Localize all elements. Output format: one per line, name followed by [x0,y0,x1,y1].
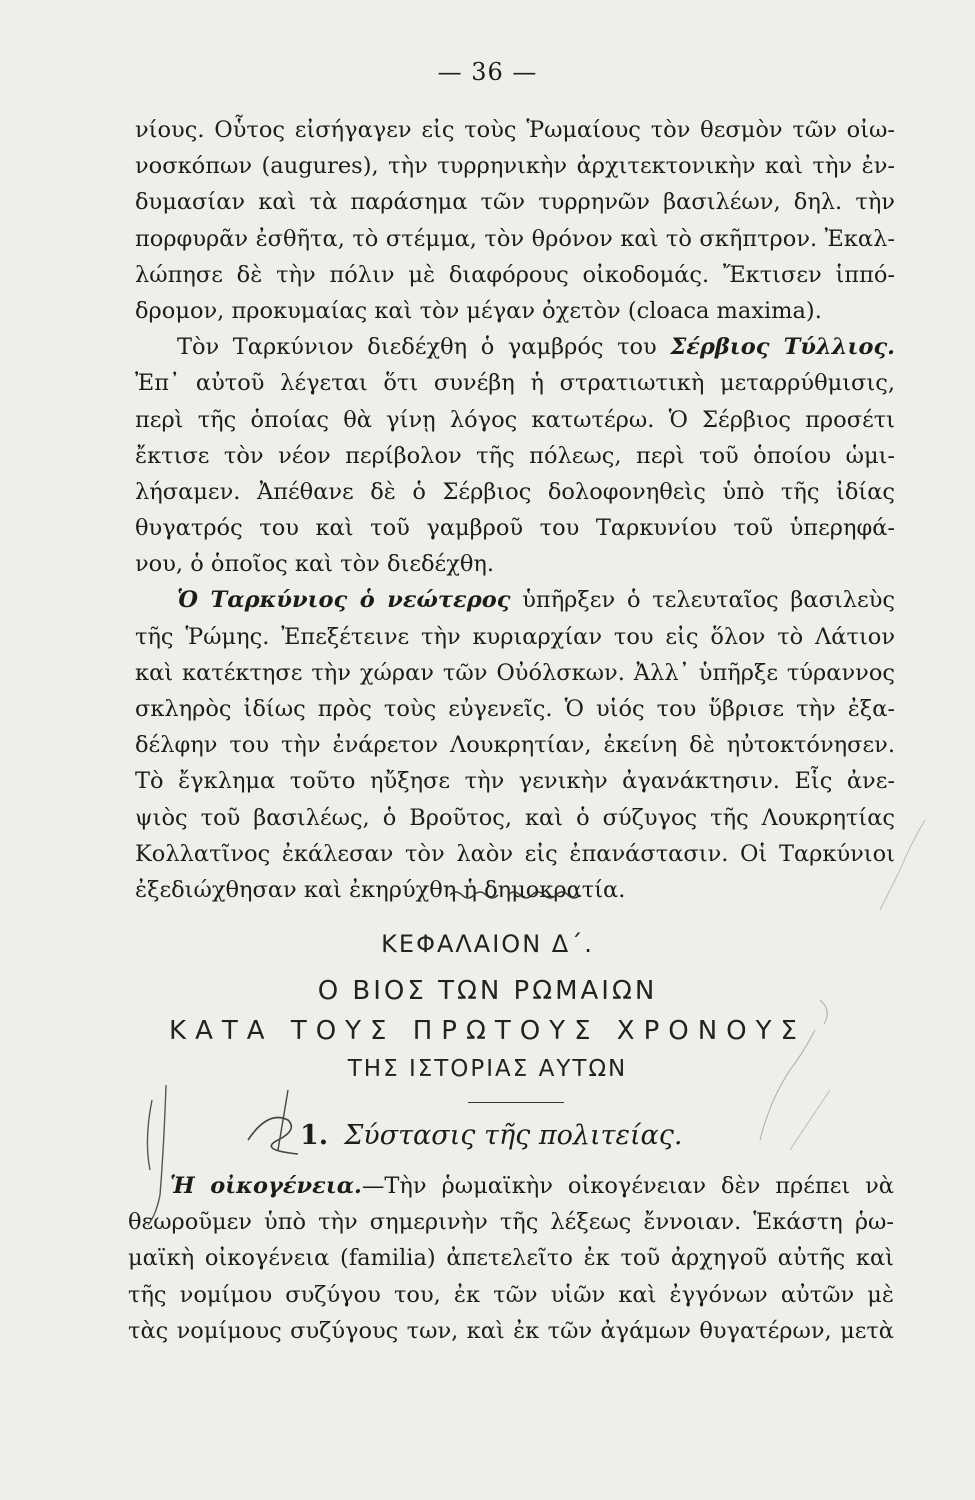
text-span: —Τὴν ῥωμαϊκὴν οἰκογένειαν δὲν πρέπει νὰ [361,1173,895,1199]
text-line: νου, ὁ ὁποῖος καὶ τὸν διεδέχθη. [135,551,495,578]
wavy-divider [448,887,584,903]
text-line: τὰς νομίμους συζύγους των, καὶ ἐκ τῶν ἀγάμων θυγατέρων, μετὰ [128,1317,894,1344]
text-line: περὶ τῆς ὁποίας θὰ γίνῃ λόγος κατωτέρω. Ὁ Σέρβιος προσέτι [135,406,895,433]
text-line: μαϊκὴ οἰκογένεια (familia) ἀπετελεῖτο ἐκ τοῦ ἀρχηγοῦ αὐτῆς καὶ [128,1245,894,1272]
body-text [135,112,895,908]
section-number: 1. [300,1120,329,1151]
section-body [128,1168,894,1349]
text-line: Ἐπ᾽ αὐτοῦ λέγεται ὅτι συνέβη ἡ στρατιωτικὴ μεταρρύθμισις, [135,370,895,397]
text-line: τῆς νομίμου συζύγου του, ἐκ τῶν υἱῶν καὶ ἐγγόνων αὐτῶν μὲ [128,1281,894,1308]
term-emphasis: Ἡ οἰκογένεια. [170,1173,362,1199]
chapter-label: ΚΕΦΑΛΑΙΟΝ Δ΄. [381,930,594,958]
text-line: λώπησε δὲ τὴν πόλιν μὲ διαφόρους οἰκοδομάς. Ἔκτισεν ἱππό- [135,261,895,288]
text-line: Κολλατῖνος ἐκάλεσαν τὸν λαὸν εἰς ἐπανάστασιν. Οἱ Ταρκύνιοι [135,840,895,867]
paragraph-opening-line [135,329,895,365]
text-line: ψιὸς τοῦ βασιλέως, ὁ Βροῦτος, καὶ ὁ σύζυγος τῆς Λουκρητίας [135,804,895,831]
text-line: νοσκόπων (augures), τὴν τυρρηνικὴν ἀρχιτεκτονικὴν καὶ τὴν ἐν- [135,153,895,180]
text-line: λήσαμεν. Ἀπέθανε δὲ ὁ Σέρβιος δολοφονηθεὶς ὑπὸ τῆς ἰδίας [135,478,895,505]
text-line: δυμασίαν καὶ τὰ παράσημα τῶν τυρρηνῶν βασιλέων, δηλ. τὴν [135,189,895,216]
paragraph-opening-line [135,582,895,618]
text-span: Τὸν Ταρκύνιον διεδέχθη ὁ γαμβρός του [177,334,671,361]
chapter-title: ΤΗΣ ΙΣΤΟΡΙΑΣ ΑΥΤΩΝ [347,1056,628,1082]
text-line: θυγατρός του καὶ τοῦ γαμβροῦ του Ταρκυνίου τοῦ ὑπερηφά- [135,515,895,542]
name-emphasis: Ὁ Ταρκύνιος ὁ νεώτερος [177,587,511,614]
text-line: ἔκτισε τὸν νέον περίβολον τῆς πόλεως, περὶ τοῦ ὁποίου ὡμι- [135,442,895,469]
chapter-title: Ο ΒΙΟΣ ΤΩΝ ΡΩΜΑΙΩΝ [317,976,658,1006]
text-line: Τὸ ἔγκλημα τοῦτο ηὔξησε τὴν γενικὴν ἀγανάκτησιν. Εἷς ἀνε- [135,768,895,795]
section-title: Σύστασις τῆς πολιτείας. [344,1120,683,1151]
text-line: νίους. Οὗτος εἰσήγαγεν εἰς τοὺς Ῥωμαίους τὸν θεσμὸν τῶν οἰω- [135,117,895,143]
text-span: ὑπῆρξεν ὁ τελευταῖος βασιλεὺς [510,587,895,614]
paragraph-opening-line [128,1168,894,1204]
text-line: ἐξεδιώχθησαν καὶ ἐκηρύχθη ἡ δημοκρατία. [135,876,626,903]
text-line: τῆς Ῥώμης. Ἐπεξέτεινε τὴν κυριαρχίαν του εἰς ὅλον τὸ Λάτιον [135,623,895,650]
horizontal-rule [468,1102,564,1103]
text-line: καὶ κατέκτησε τὴν χώραν τῶν Οὐόλσκων. Ἀλλ᾽ ὑπῆρξε τύραννος [135,659,895,686]
text-line: θεωροῦμεν ὑπὸ τὴν σημερινὴν τῆς λέξεως ἔννοιαν. Ἑκάστη ῥω- [128,1209,894,1236]
text-line: δρομον, προκυμαίας καὶ τὸν μέγαν ὀχετὸν (cloaca maxima). [135,297,822,324]
text-line: δέλφην του τὴν ἐνάρετον Λουκρητίαν, ἐκείνη δὲ ηὐτοκτόνησεν. [135,732,895,759]
chapter-title: ΚΑΤΑ ΤΟΥΣ ΠΡΩΤΟΥΣ ΧΡΟΝΟΥΣ [169,1016,806,1046]
page-number: — 36 — [437,58,538,86]
text-line: σκληρὸς ἰδίως πρὸς τοὺς εὐγενεῖς. Ὁ υἱός του ὕβρισε τὴν ἐξα- [135,696,895,722]
section-heading [300,1120,682,1151]
text-line: πορφυρᾶν ἐσθῆτα, τὸ στέμμα, τὸν θρόνον καὶ τὸ σκῆπτρον. Ἐκαλ- [135,225,895,252]
name-emphasis: Σέρβιος Τύλλιος. [670,334,895,361]
